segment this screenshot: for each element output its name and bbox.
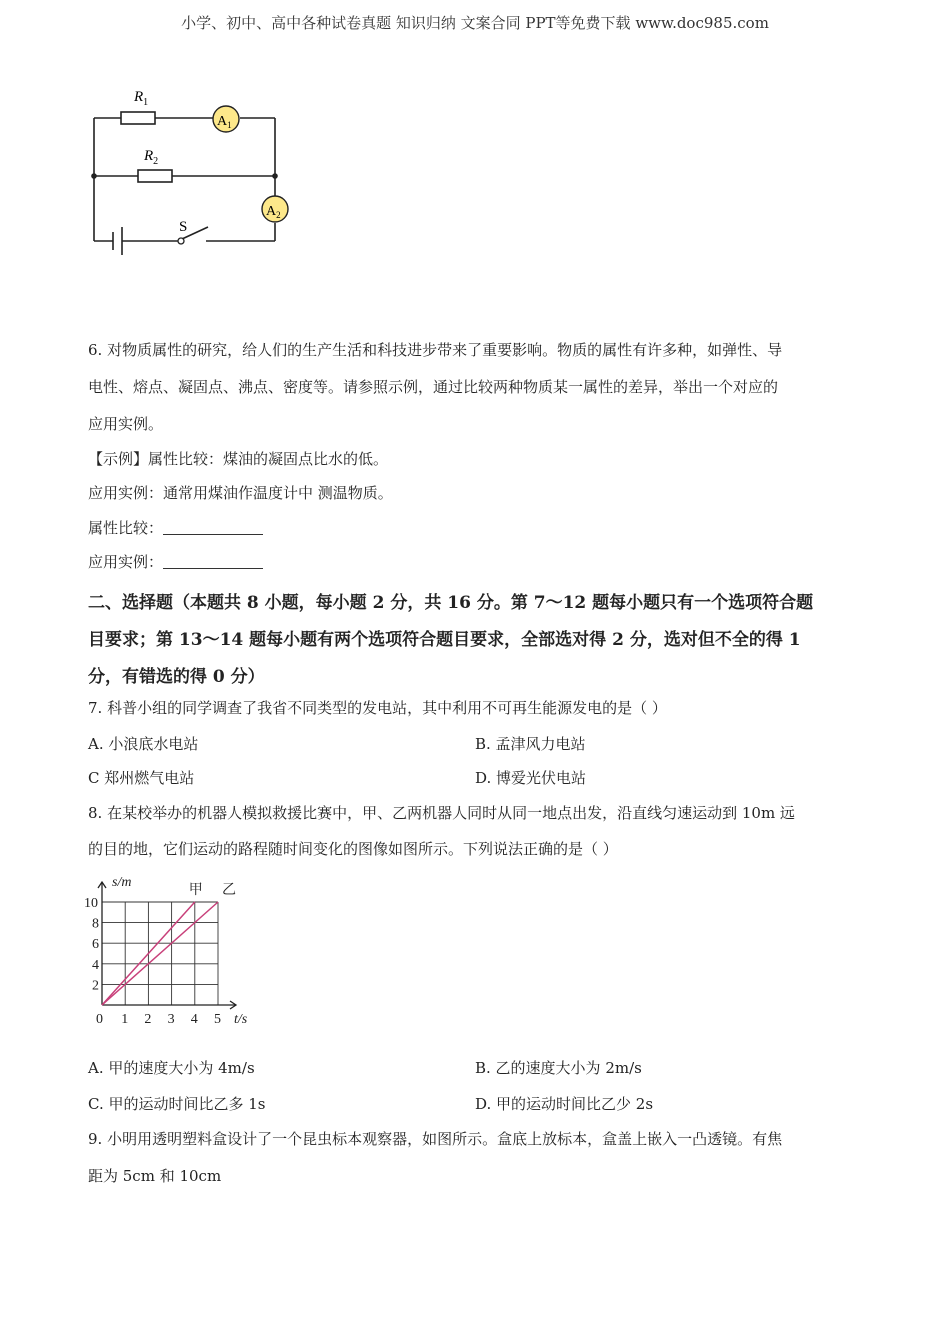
series-label-yi: 乙	[222, 883, 236, 898]
x-tick-label: 4	[190, 1012, 198, 1027]
section2-line3: 分，有错选的得 0 分）	[88, 667, 265, 687]
q8-option-c: C. 甲的运动时间比乙多 1s	[88, 1095, 266, 1113]
section2-line1: 二、选择题（本题共 8 小题，每小题 2 分，共 16 分。第 7～12 题每小题只有一个选项符合题	[88, 593, 814, 613]
q6-line3: 应用实例。	[88, 415, 164, 433]
page-header: 小学、初中、高中各种试卷真题 知识归纳 文案合同 PPT等免费下载 www.doc985.com	[181, 14, 769, 32]
r1-label: $R_1$	[134, 89, 149, 108]
section2-line2: 目要求；第 13～14 题每小题有两个选项符合题目要求，全部选对得 2 分，选对但不全的得 1	[88, 630, 801, 650]
q6-example: 【示例】属性比较：煤油的凝固点比水的低。	[88, 450, 389, 468]
y-tick-label: 2	[92, 978, 99, 994]
a1-label: $A_1$	[217, 114, 232, 130]
y-tick-label: 8	[92, 916, 99, 932]
x-tick-label: 2	[144, 1012, 152, 1027]
q6-app: 应用实例：	[88, 552, 263, 572]
r2-label: $R_2$	[144, 148, 159, 167]
q6-line1: 6. 对物质属性的研究，给人们的生产生活和科技进步带来了重要影响。物质的属性有许多种，如弹性、导	[88, 341, 783, 359]
y-tick-label: 10	[84, 896, 98, 911]
q7-option-a: A. 小浪底水电站	[88, 735, 199, 753]
y-tick-label: 6	[92, 937, 99, 953]
x-tick-label: 0	[96, 1012, 103, 1027]
x-tick-label: 5	[214, 1012, 221, 1027]
a2-label: $A_2$	[266, 204, 281, 220]
q8-option-b: B. 乙的速度大小为 2m/s	[475, 1059, 642, 1077]
q7-option-c: C 郑州燃气电站	[88, 769, 195, 787]
q7-option-d: D. 博爱光伏电站	[475, 769, 587, 787]
x-tick-label: 1	[121, 1012, 129, 1027]
q8-option-a: A. 甲的速度大小为 4m/s	[88, 1059, 255, 1077]
y-axis-label: s/m	[112, 875, 132, 890]
q9-line2: 距为 5cm 和 10cm	[88, 1167, 222, 1185]
x-tick-label: 3	[167, 1012, 175, 1027]
q6-example-app: 应用实例：通常用煤油作温度计中 测温物质。	[88, 484, 393, 502]
q8-line2: 的目的地，它们运动的路程随时间变化的图像如图所示。下列说法正确的是（ ）	[88, 840, 618, 858]
resistor-r1	[121, 112, 155, 124]
y-tick-label: 4	[92, 957, 99, 973]
q7-option-b: B. 孟津风力电站	[475, 735, 586, 753]
s-t-graph	[80, 866, 280, 1032]
q8-line1: 8. 在某校举办的机器人模拟救援比赛中，甲、乙两机器人同时从同一地点出发，沿直线匀速运动到 10m 远	[88, 804, 795, 822]
resistor-r2	[138, 170, 172, 182]
q9-line1: 9. 小明用透明塑料盒设计了一个昆虫标本观察器，如图所示。盒底上放标本，盒盖上嵌入一凸透镜。有焦	[88, 1130, 783, 1148]
q6-line2: 电性、熔点、凝固点、沸点、密度等。请参照示例，通过比较两种物质某一属性的差异，举出一个对应的	[88, 378, 779, 396]
series-label-jia: 甲	[188, 883, 203, 898]
q8-option-d: D. 甲的运动时间比乙少 2s	[475, 1095, 654, 1113]
q6-compare: 属性比较：	[88, 518, 263, 538]
switch-label: S	[179, 219, 188, 235]
circuit-diagram	[80, 80, 310, 265]
x-axis-label: t/s	[234, 1012, 248, 1027]
q7-stem: 7. 科普小组的同学调查了我省不同类型的发电站，其中利用不可再生能源发电的是（ ）	[88, 699, 667, 717]
series-line-yi	[102, 902, 218, 1005]
